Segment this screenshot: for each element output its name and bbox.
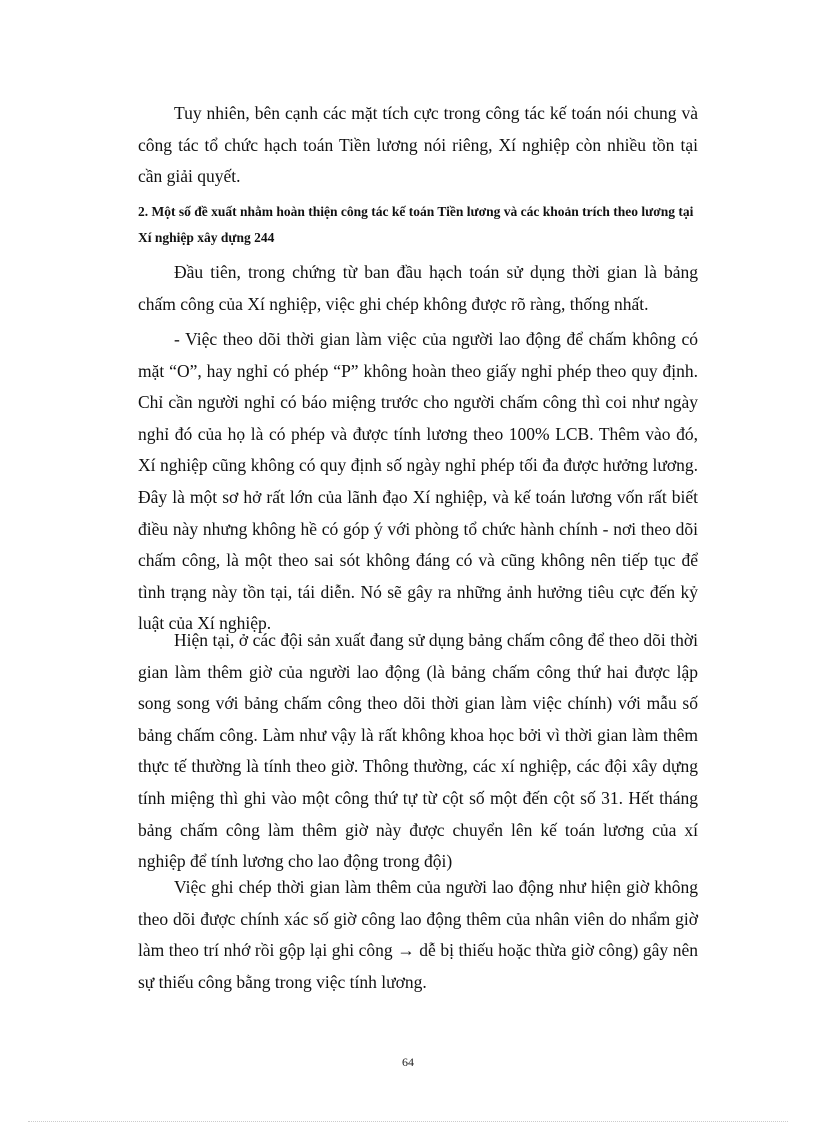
paragraph-2-block [138, 324, 698, 640]
paragraph-3: Hiện tại, ở các đội sản xuất đang sử dụng bảng chấm công để theo dõi thời gian làm thêm giờ của người lao động (là bảng chấm công thứ hai được lập song song với bảng chấm công theo dõi thời gian làm việc chính) với mẫu số bảng chấm công. Làm như vậy là rất không khoa học bởi vì thời gian làm thêm thực tế thường là tính theo giờ. Thông thường, các xí nghiệp, các đội xây dựng tính miệng thì ghi vào một công thứ tự từ cột số một đến cột số 31. Hết tháng bảng chấm công làm thêm giờ này được chuyển lên kế toán lương của xí nghiệp để tính lương cho lao động trong đội) [138, 630, 698, 872]
section-heading-block [138, 199, 698, 251]
paragraph-1: Đầu tiên, trong chứng từ ban đầu hạch toán sử dụng thời gian là bảng chấm công của Xí nghiệp, việc ghi chép không được rõ ràng, thống nhất. [138, 262, 698, 314]
paragraph-4-block [138, 872, 698, 998]
intro-paragraph: Tuy nhiên, bên cạnh các mặt tích cực trong công tác kế toán nói chung và công tác tổ chức hạch toán Tiền lương nói riêng, Xí nghiệp còn nhiều tồn tại cần giải quyết. [138, 103, 698, 187]
paragraph-2: - Việc theo dõi thời gian làm việc của người lao động để chấm không có mặt “O”, hay nghỉ có phép “P” không hoàn theo giấy nghỉ phép theo quy định. Chỉ cần người nghỉ có báo miệng trước cho người chấm công thì coi như ngày nghỉ đó của họ là có phép và được tính lương theo 100% LCB. Thêm vào đó, Xí nghiệp cũng không có quy định số ngày nghỉ phép tối đa được hưởng lương. Đây là một sơ hở rất lớn của lãnh đạo Xí nghiệp, và kế toán lương vốn rất biết điều này nhưng không hề có góp ý với phòng tổ chức hành chính - nơi theo dõi chấm công, là một theo sai sót không đáng có và cũng không nên tiếp tục để tình trạng này tồn tại, tái diễn. Nó sẽ gây ra những ảnh hưởng tiêu cực đến kỷ luật của Xí nghiệp. [138, 329, 698, 634]
paragraph-4: Việc ghi chép thời gian làm thêm của người lao động như hiện giờ không theo dõi được chính xác số giờ công lao động thêm của nhân viên do nhẩm giờ làm theo trí nhớ rồi gộp lại ghi công → dễ bị thiếu hoặc thừa giờ công) gây nên sự thiếu công bằng trong việc tính lương. [138, 877, 698, 992]
paragraph-1-block [138, 257, 698, 320]
footer-divider [28, 1121, 788, 1122]
intro-block [138, 98, 698, 193]
paragraph-3-block [138, 625, 698, 878]
page-number: 64 [402, 1055, 414, 1069]
section-heading: 2. Một số đề xuất nhằm hoàn thiện công tác kế toán Tiền lương và các khoản trích theo lương tại Xí nghiệp xây dựng 244 [138, 204, 694, 245]
